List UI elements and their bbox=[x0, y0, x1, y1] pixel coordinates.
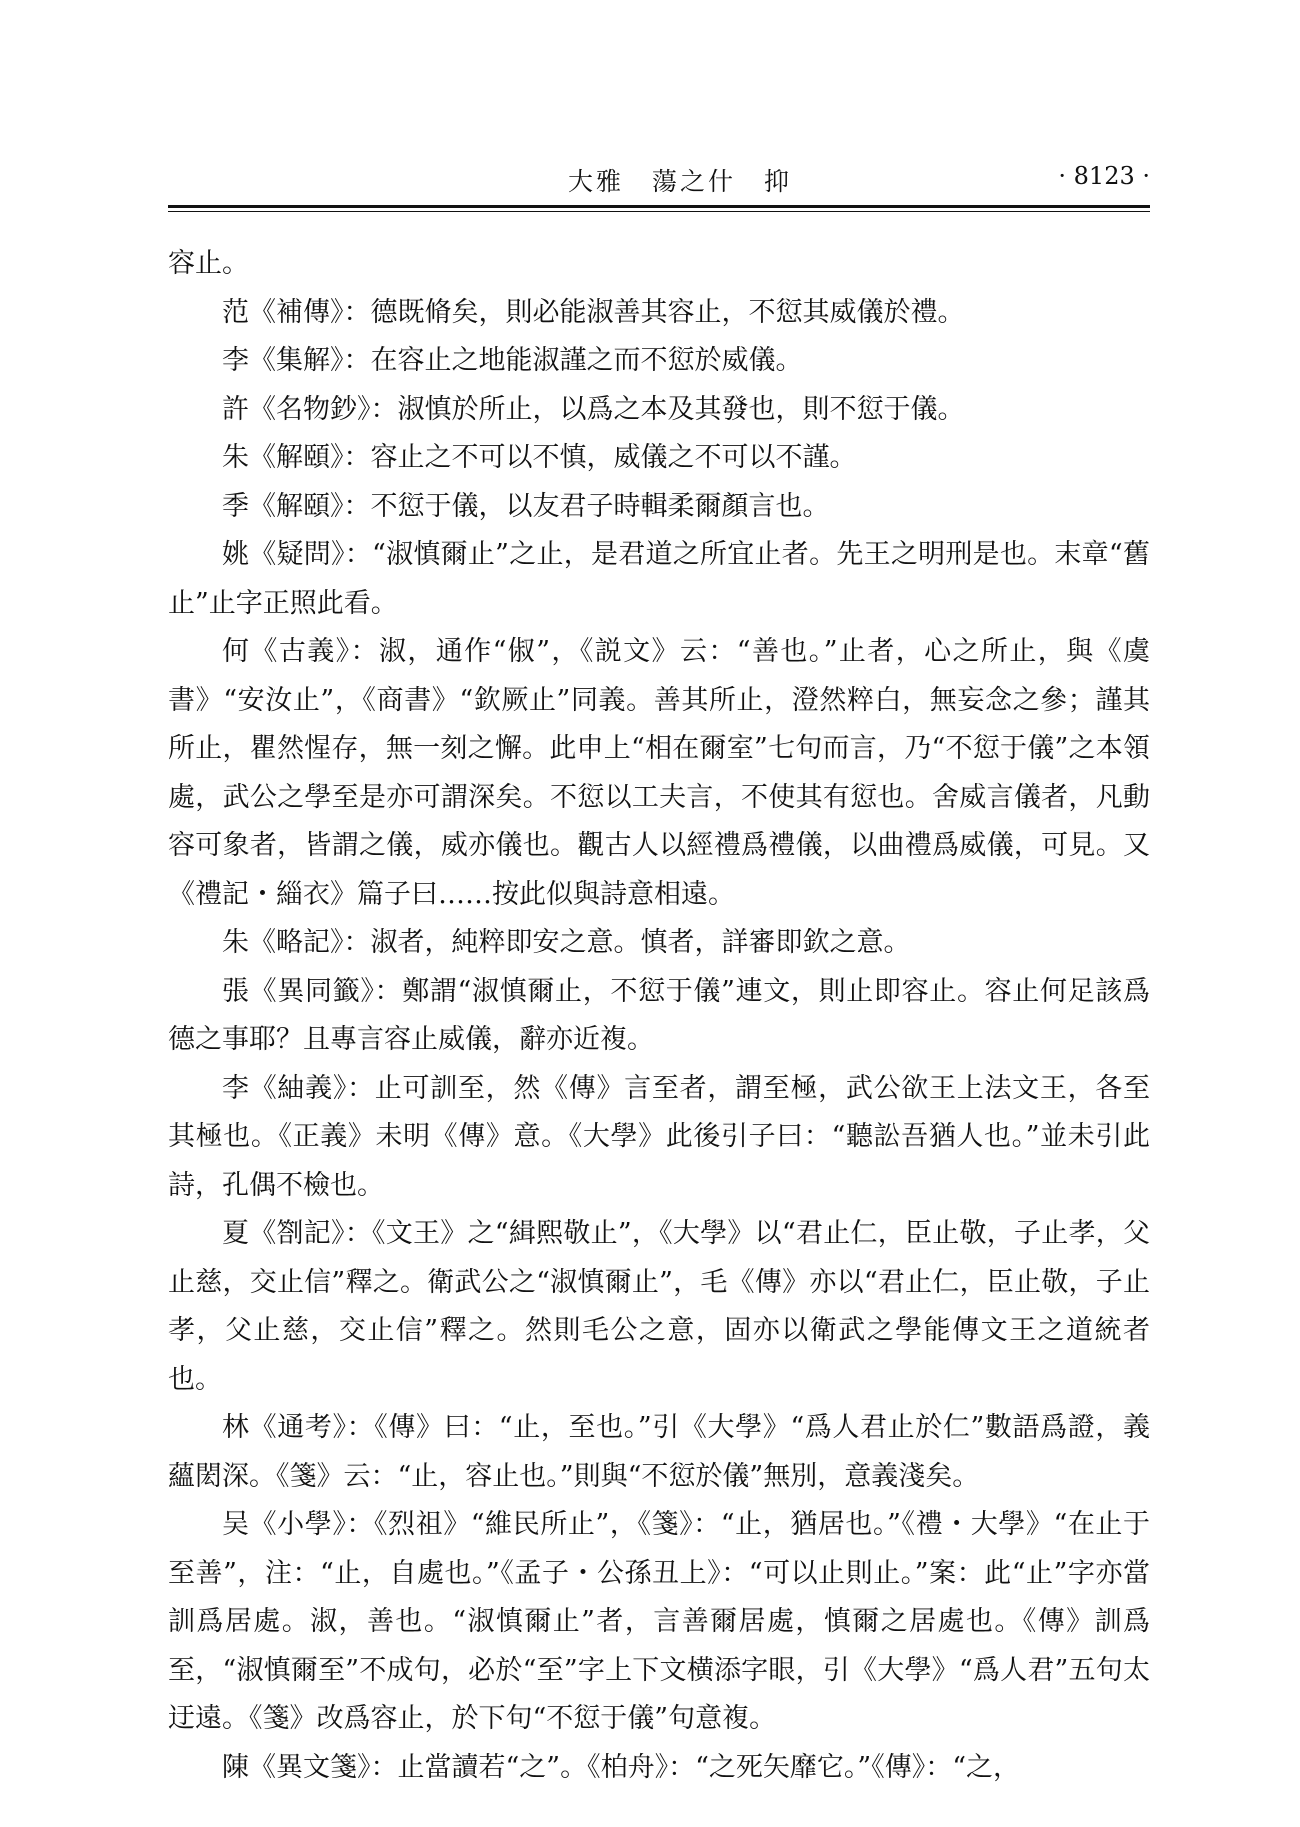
body-text bbox=[168, 240, 1150, 1792]
paragraph: 林《通考》：《傳》曰：“止，至也。”引《大學》“爲人君止於仁”數語爲證，義蘊閎深。《箋》云：“止，容止也。”則與“不愆於儀”無別，意義淺矣。 bbox=[168, 1412, 1150, 1492]
running-header-title: 大雅 蕩之什 抑 bbox=[568, 167, 793, 196]
page-number: · 8123 · bbox=[1058, 162, 1150, 190]
paragraph: 季《解頤》：不愆于儀，以友君子時輯柔爾顏言也。 bbox=[222, 490, 830, 522]
paragraph: 姚《疑問》：“淑慎爾止”之止，是君道之所宜止者。先王之明刑是也。末章“舊止”止字正照此看。 bbox=[168, 539, 1150, 619]
header-rule bbox=[168, 205, 1150, 208]
paragraph: 吴《小學》：《烈祖》“維民所止”，《箋》：“止，猶居也。”《禮・大學》“在止于至善”，注：“止，自處也。”《孟子・公孫丑上》：“可以止則止。”案：此“止”字亦當訓爲居處。淑，善也。“淑慎爾止”者，言善爾居處，慎爾之居處也。《傳》訓爲至，“淑慎爾至”不成句，必於“至”字上下文横添字眼，引《大學》“爲人君”五句太迂遠。《箋》改爲容止，於下句“不愆于儀”句意複。 bbox=[168, 1509, 1150, 1734]
paragraph: 張《異同籤》：鄭謂“淑慎爾止，不愆于儀”連文，則止即容止。容止何足該爲德之事耶？且專言容止威儀，辭亦近複。 bbox=[168, 975, 1150, 1055]
paragraph: 李《集解》：在容止之地能淑謹之而不愆於威儀。 bbox=[222, 345, 803, 376]
paragraph: 何《古義》：淑，通作“俶”，《説文》云：“善也。”止者，心之所止，與《虞書》“安汝止”，《商書》“欽厥止”同義。善其所止，澄然粹白，無妄念之參；謹其所止，瞿然惺存，無一刻之懈。此申上“相在爾室”七句而言，乃“不愆于儀”之本領處，武公之學至是亦可謂深矣。不愆以工夫言，不使其有愆也。舍威言儀者，凡動容可象者，皆謂之儀，威亦儀也。觀古人以經禮爲禮儀，以曲禮爲威儀，可見。又《禮記・緇衣》篇子曰……按此似與詩意相遠。 bbox=[168, 636, 1150, 910]
paragraph: 朱《略記》：淑者，純粹即安之意。慎者，詳審即欽之意。 bbox=[222, 927, 911, 958]
running-header bbox=[168, 160, 1150, 200]
header-rule-thin bbox=[168, 211, 1150, 212]
paragraph: 許《名物鈔》：淑慎於所止，以爲之本及其發也，則不愆于儀。 bbox=[222, 393, 965, 425]
paragraph: 容止。 bbox=[168, 248, 249, 279]
paragraph: 夏《劄記》：《文王》之“緝熙敬止”，《大學》以“君止仁，臣止敬，子止孝，父止慈，交止信”釋之。衛武公之“淑慎爾止”，毛《傳》亦以“君止仁，臣止敬，子止孝，父止慈，交止信”釋之。然則毛公之意，固亦以衛武之學能傳文王之道統者也。 bbox=[168, 1218, 1150, 1395]
paragraph: 李《紬義》：止可訓至，然《傳》言至者，謂至極，武公欲王上法文王，各至其極也。《正義》未明《傳》意。《大學》此後引子曰：“聽訟吾猶人也。”並未引此詩，孔偶不檢也。 bbox=[168, 1072, 1150, 1201]
paragraph: 陳《異文箋》：止當讀若“之”。《柏舟》：“之死矢靡它。”《傳》：“之， bbox=[222, 1751, 1021, 1783]
paragraph: 朱《解頤》：容止之不可以不慎，威儀之不可以不謹。 bbox=[222, 442, 857, 473]
paragraph: 范《補傳》：德既脩矣，則必能淑善其容止，不愆其威儀於禮。 bbox=[222, 296, 965, 328]
